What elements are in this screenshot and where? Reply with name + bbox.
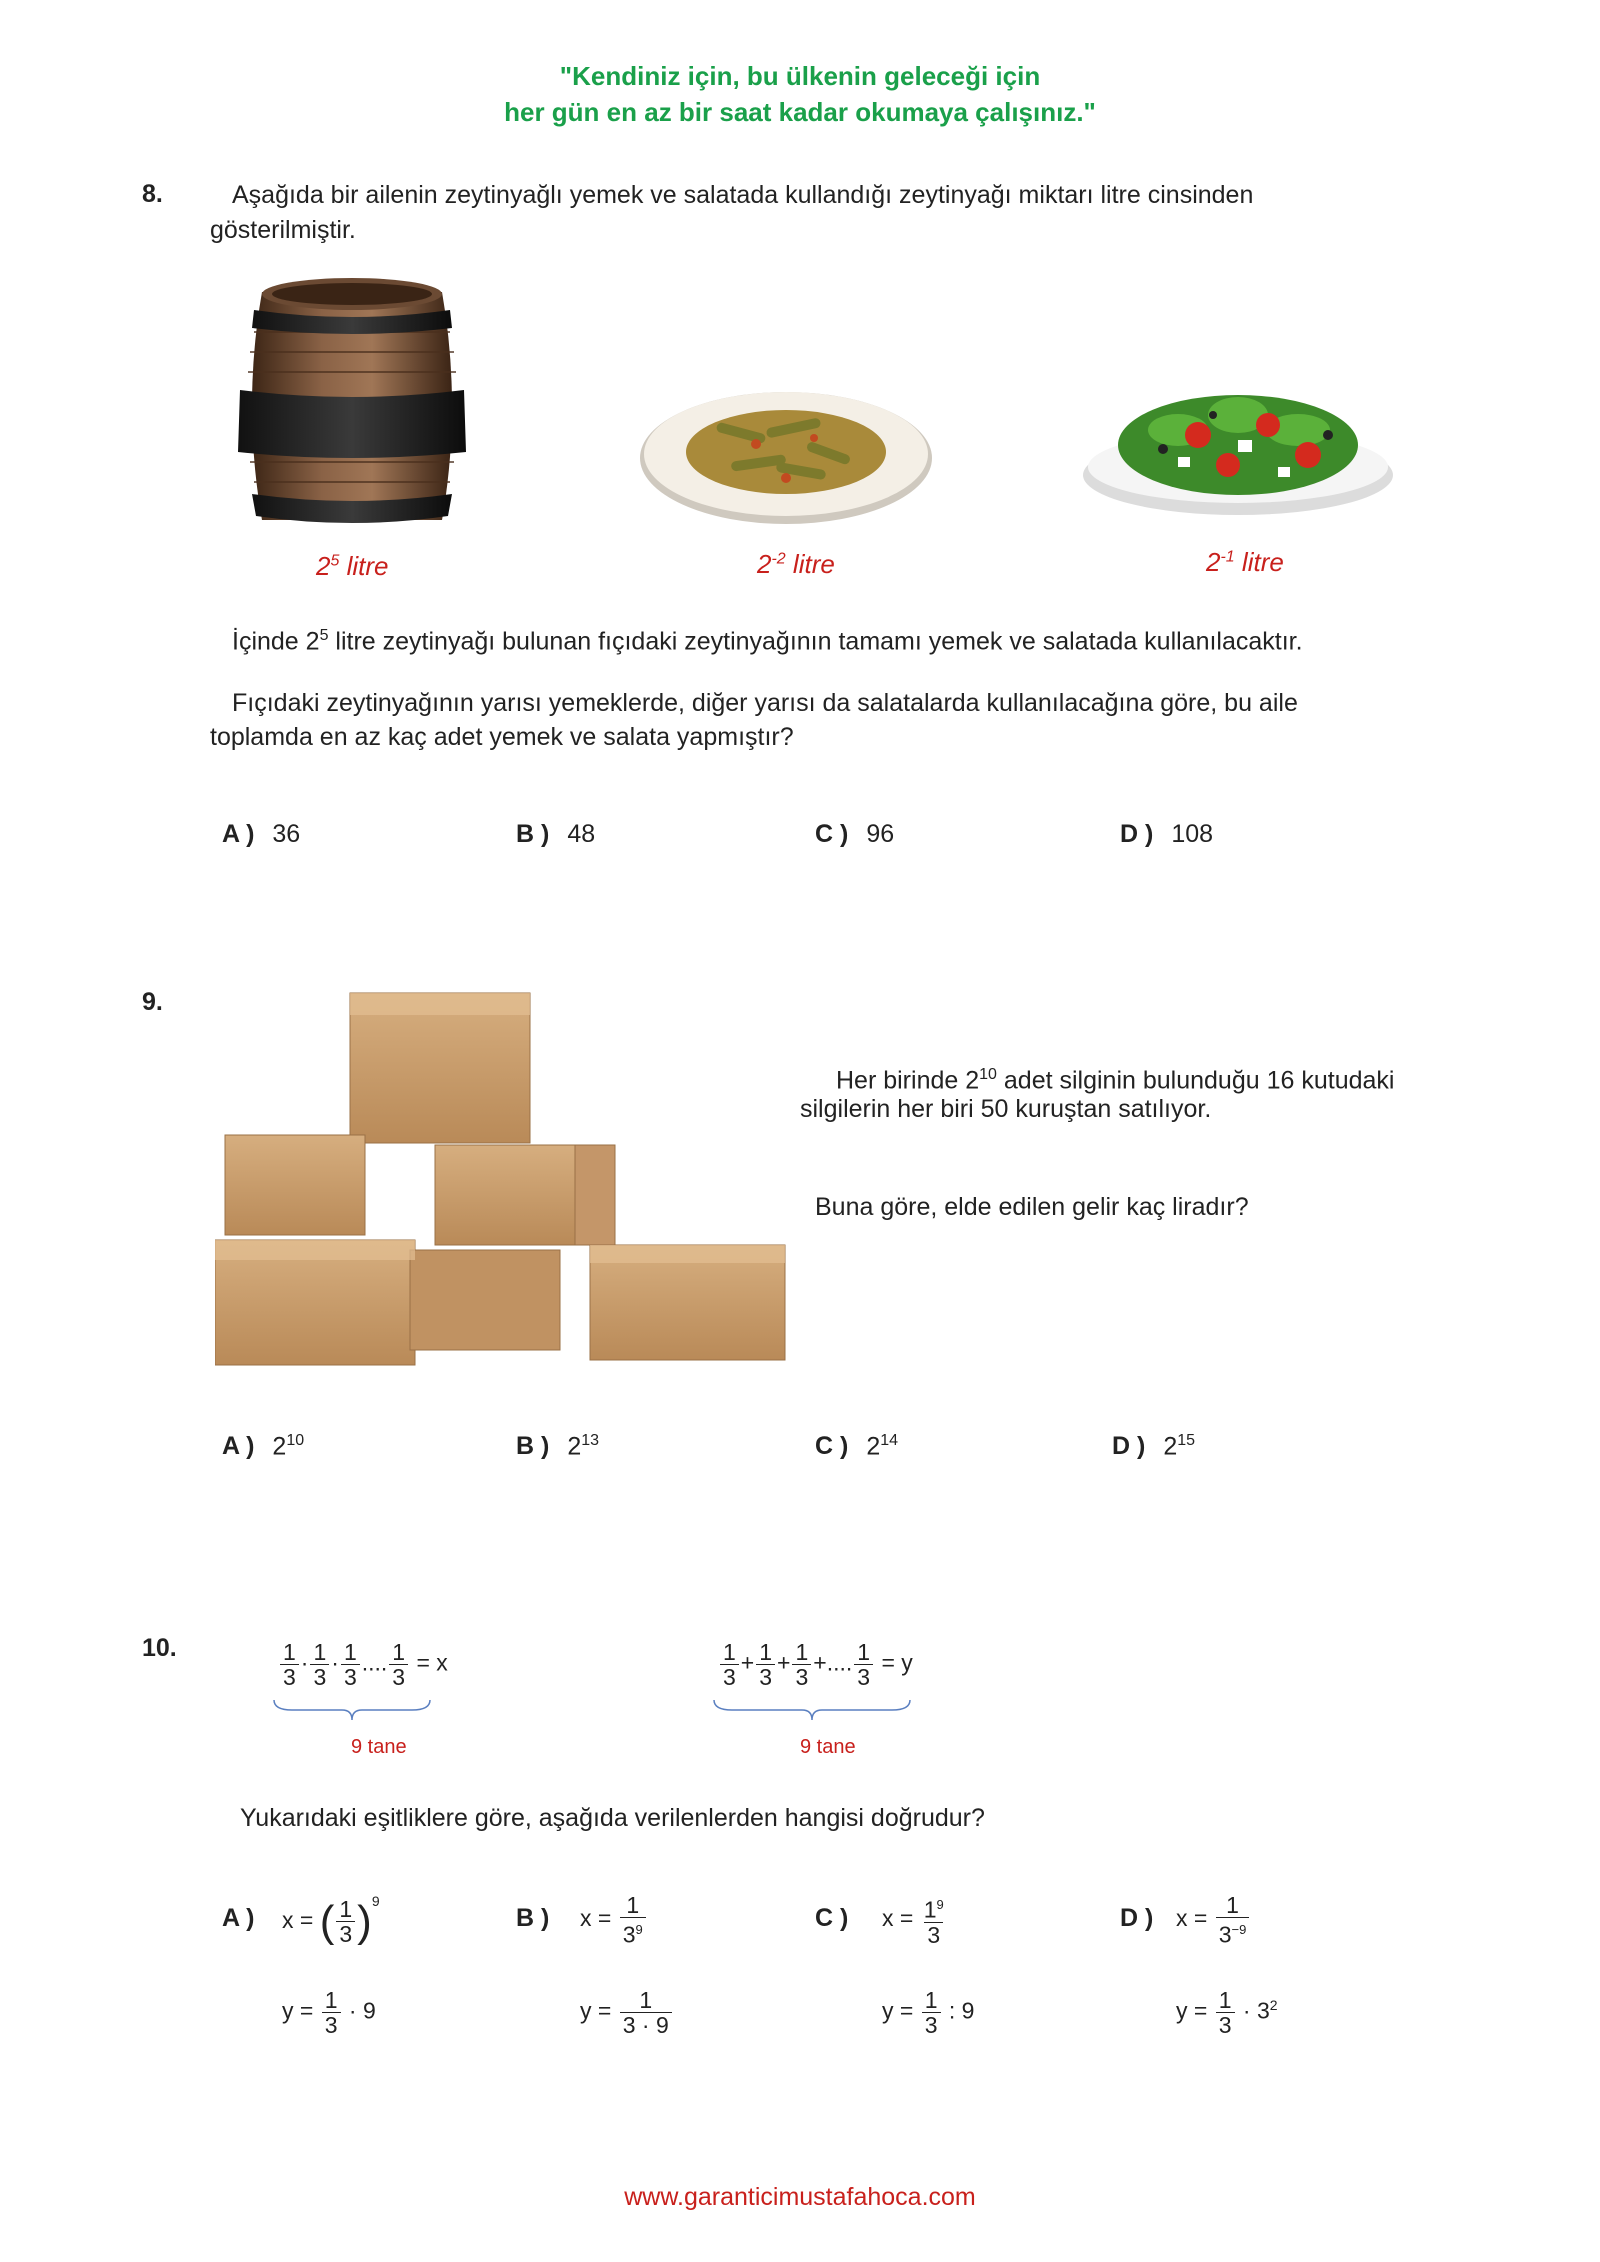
q10-option-c-letter[interactable]: C ) xyxy=(815,1904,849,1932)
barrel-amount-label: $2^5$ litre xyxy=(316,551,389,581)
barrel-image xyxy=(232,272,472,540)
q10-option-b-x: x = $\frac{1}{3^9}$ xyxy=(580,1893,648,1947)
q8-intro-line-2: gösterilmiştir. xyxy=(210,216,356,244)
q10-option-c-x: x = $\frac{1^9}{3}$ xyxy=(882,1896,944,1948)
x-product-equation: $\frac{1}{3}$ · $\frac{1}{3}$ · $\frac{1}{3}$ .... $\frac{1}{3}$ = x xyxy=(278,1640,448,1689)
q10-option-c-y: y = $\frac{1}{3}$ : 9 xyxy=(882,1987,975,2038)
motto-line-2: her gün en az bir saat kadar okumaya çalışınız." xyxy=(504,97,1096,127)
y-underbrace xyxy=(712,1698,912,1722)
q9-text-line-2: silgilerin her biri 50 kuruştan satılıyor. xyxy=(800,1095,1212,1123)
q9-option-a[interactable]: A ) $2^{10}$ xyxy=(222,1432,305,1461)
x-underbrace xyxy=(272,1698,432,1722)
motto-line-1: "Kendiniz için, bu ülkenin geleceği için xyxy=(559,61,1041,91)
q10-option-d-letter[interactable]: D ) xyxy=(1120,1904,1154,1932)
q8-paragraph-2-line-1: Fıçıdaki zeytinyağının yarısı yemeklerde, diğer yarısı da salatalarda kullanılacağına göre, bu aile xyxy=(232,689,1298,717)
cardboard-boxes-image xyxy=(215,985,795,1385)
q9-option-d[interactable]: D ) $2^{15}$ xyxy=(1112,1432,1196,1461)
website-link[interactable]: www.garanticimustafahoca.com xyxy=(624,2183,976,2211)
q8-option-b[interactable]: B ) 48 xyxy=(516,820,596,848)
q9-option-c[interactable]: C ) $2^{14}$ xyxy=(815,1432,899,1461)
q9-text-line-1: Her birinde $2^{10}$ adet silginin bulunduğu 16 kutudaki xyxy=(836,1066,1395,1095)
beans-dish-image xyxy=(636,378,936,528)
q10-option-a-y: y = $\frac{1}{3}$ · 9 xyxy=(282,1987,376,2038)
question-number-8: 8. xyxy=(142,180,163,208)
q10-option-a-x: x = ( $\frac{1}{3}$ )$^9$ xyxy=(282,1893,380,1948)
y-count-label: 9 tane xyxy=(800,1736,856,1758)
q10-option-b-y: y = $\frac{1}{3 \cdot 9}$ xyxy=(580,1988,674,2037)
q10-option-b-letter[interactable]: B ) xyxy=(516,1904,550,1932)
q8-intro-line-1: Aşağıda bir ailenin zeytinyağlı yemek ve salatada kullandığı zeytinyağı miktarı litre cinsinden xyxy=(232,181,1254,209)
x-count-label: 9 tane xyxy=(351,1736,407,1758)
q8-paragraph-1: İçinde $2^5$ litre zeytinyağı bulunan fıçıdaki zeytinyağının tamamı yemek ve salatada kullanılacaktır. xyxy=(232,627,1303,656)
beans-amount-label: $2^{-2}$ litre xyxy=(757,549,835,579)
q10-option-d-x: x = $\frac{1}{3^{-9}}$ xyxy=(1176,1893,1251,1947)
q8-option-a[interactable]: A ) 36 xyxy=(222,820,301,848)
q10-option-d-y: y = $\frac{1}{3}$ · $3^2$ xyxy=(1176,1987,1278,2038)
question-number-10: 10. xyxy=(142,1634,177,1662)
q8-option-c[interactable]: C ) 96 xyxy=(815,820,895,848)
salad-amount-label: $2^{-1}$ litre xyxy=(1206,547,1284,577)
question-number-9: 9. xyxy=(142,988,163,1016)
q9-question: Buna göre, elde edilen gelir kaç liradır? xyxy=(815,1193,1249,1221)
motto-header xyxy=(0,58,1600,130)
q10-question: Yukarıdaki eşitliklere göre, aşağıda verilenlerden hangisi doğrudur? xyxy=(240,1804,985,1832)
q8-option-d[interactable]: D ) 108 xyxy=(1120,820,1214,848)
y-sum-equation: $\frac{1}{3}$ + $\frac{1}{3}$ + $\frac{1}{3}$ +.... $\frac{1}{3}$ = y xyxy=(718,1640,913,1689)
q9-option-b[interactable]: B ) $2^{13}$ xyxy=(516,1432,600,1461)
salad-image xyxy=(1078,375,1398,525)
q10-option-a-letter[interactable]: A ) xyxy=(222,1904,255,1932)
q8-paragraph-2-line-2: toplamda en az kaç adet yemek ve salata yapmıştır? xyxy=(210,723,794,751)
